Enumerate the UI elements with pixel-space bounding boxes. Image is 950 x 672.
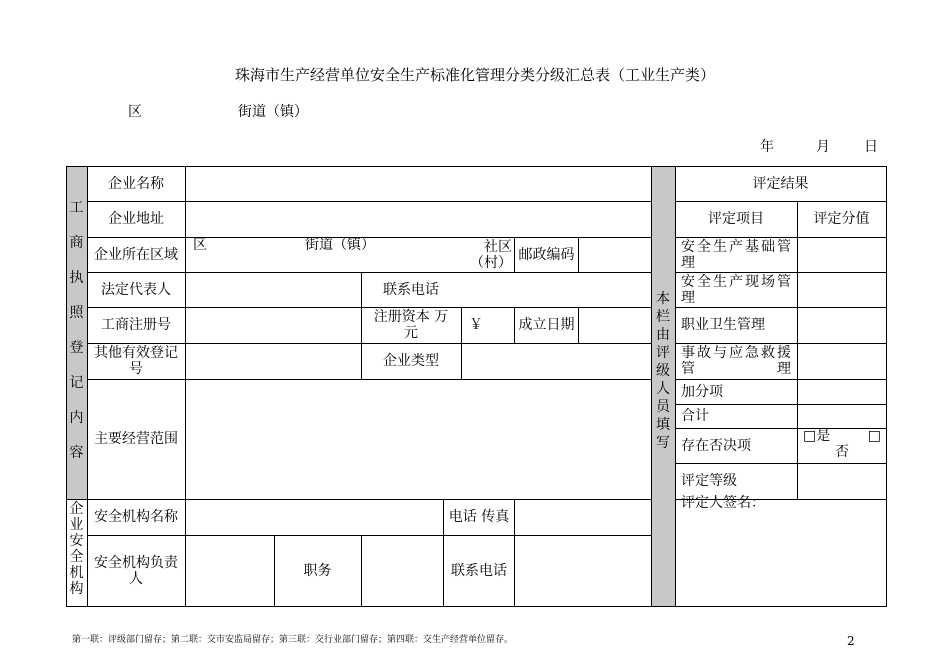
other-reg-label: 其他有效登记号 [94, 345, 178, 377]
item-safety-site: 安全生产现场管理 [681, 273, 791, 306]
reg-no-label: 工商注册号 [101, 317, 171, 333]
form-title: 珠海市生产经营单位安全生产标准化管理分类分级汇总表（工业生产类） [234, 66, 715, 84]
company-address-label: 企业地址 [108, 211, 164, 227]
item-bonus: 加分项 [681, 383, 723, 400]
score-header: 评定分值 [813, 211, 870, 227]
reg-capital-label: 注册资本 万元 [373, 309, 449, 341]
area-district-label: 区 [193, 237, 207, 253]
phone-fax-label: 电话 传真 [448, 509, 510, 525]
signature-label: 评定人签名： [681, 495, 765, 511]
street-label: 街道（镇） [238, 104, 308, 120]
company-type-label: 企业类型 [383, 353, 439, 369]
safety-org-vertical-label: 企 业 安 全 机 构 [69, 501, 84, 597]
company-area-label: 企业所在区域 [94, 246, 178, 263]
postal-code-label: 邮政编码 [518, 246, 575, 263]
area-community-label: 社区（村） [470, 238, 512, 271]
veto-no-checkbox-box[interactable]: □ [867, 428, 881, 444]
safety-org-name-label: 安全机构名称 [94, 509, 178, 525]
veto-no-label: 否 [835, 444, 849, 460]
page-number: 2 [847, 634, 855, 648]
item-occupational-health: 职业卫生管理 [681, 317, 765, 333]
year-label: 年 [760, 139, 774, 155]
rater-fill-vertical-label: 本 栏 由 评 级 人 员 填 写 [656, 291, 670, 451]
position-label: 职务 [303, 562, 332, 579]
founded-date-label: 成立日期 [518, 317, 575, 333]
area-street-label: 街道（镇） [305, 237, 375, 253]
result-header: 评定结果 [752, 175, 809, 192]
item-header: 评定项目 [708, 211, 764, 227]
business-scope-label: 主要经营范围 [94, 431, 178, 447]
day-label: 日 [864, 139, 878, 155]
month-label: 月 [816, 139, 830, 155]
contact-phone-label: 联系电话 [383, 281, 439, 298]
grade-label: 评定等级 [681, 473, 737, 489]
safety-head-label: 安全机构负责人 [94, 554, 178, 587]
registration-vertical-label: 工 商 执 照 登 记 内 容 [69, 199, 84, 461]
veto-options[interactable] [800, 428, 884, 460]
contact-phone2-label: 联系电话 [451, 562, 507, 579]
district-label: 区 [128, 104, 142, 120]
item-safety-basic: 安全生产基础管理 [681, 238, 791, 271]
legal-rep-label: 法定代表人 [101, 281, 171, 298]
item-veto: 存在否决项 [681, 437, 751, 454]
veto-yes-checkbox[interactable]: □是 [803, 428, 831, 444]
item-total: 合计 [681, 408, 709, 424]
footer-note: 第一联：评级部门留存；第二联：交市安监局留存；第三联：交行业部门留存；第四联：交生产经营单位留存。 [72, 635, 514, 645]
item-emergency: 事故与应急救援管理 [681, 345, 791, 377]
currency-symbol: ￥ [469, 317, 483, 333]
company-name-label: 企业名称 [108, 175, 164, 192]
